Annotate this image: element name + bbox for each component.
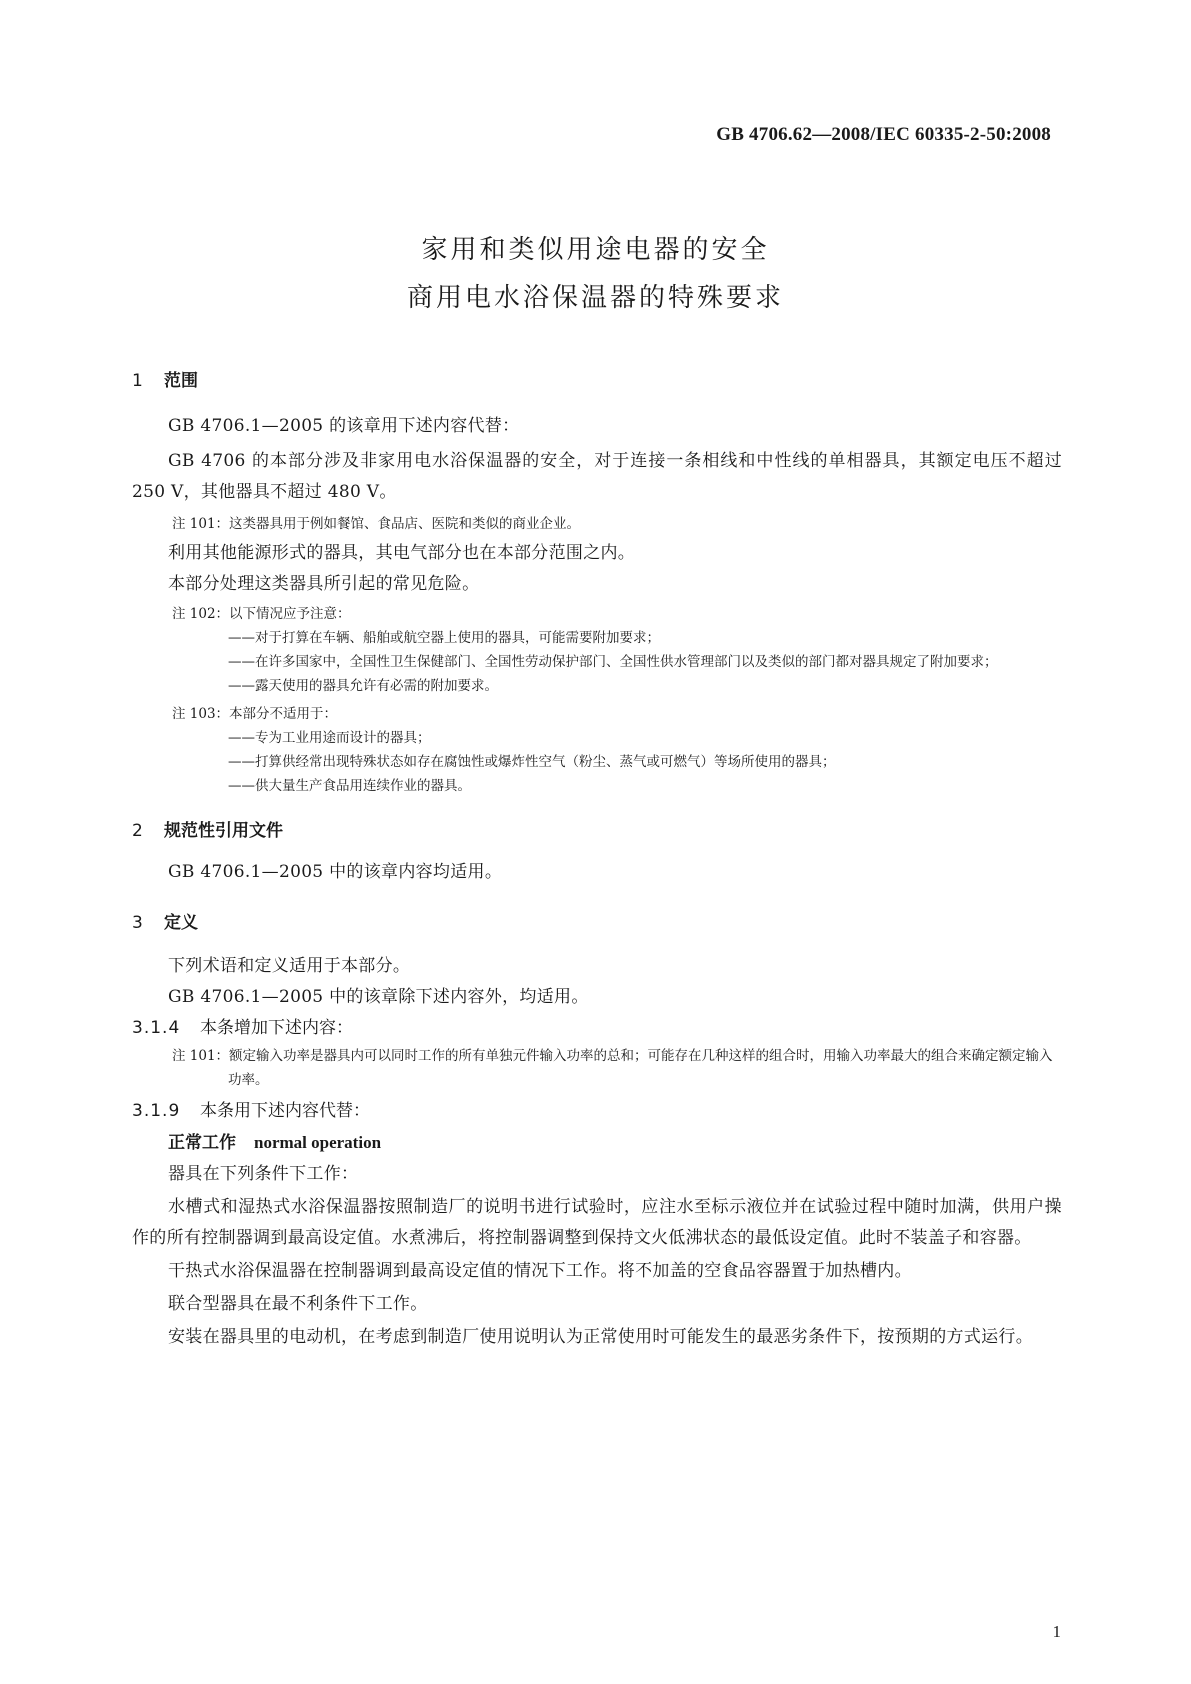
section-title: 范围 — [164, 371, 198, 391]
note-101: 注 101：这类器具用于例如餐馆、食品店、医院和类似的商业企业。 — [172, 516, 581, 532]
standard-number: GB 4706.62—2008/IEC 60335-2-50:2008 — [716, 124, 1051, 145]
section-number: 1 — [132, 371, 143, 391]
paragraph: 干热式水浴保温器在控制器调到最高设定值的情况下工作。将不加盖的空食品容器置于加热槽内。 — [168, 1261, 912, 1281]
clause-text: 本条增加下述内容： — [200, 1018, 353, 1038]
list-item: ——露天使用的器具允许有必需的附加要求。 — [228, 678, 498, 694]
paragraph: GB 4706.1—2005 的该章用下述内容代替： — [168, 416, 520, 436]
section-title: 定义 — [164, 913, 198, 933]
clause-3-1-4 — [132, 1013, 1062, 1044]
term-definition — [132, 1127, 1062, 1159]
document-body — [132, 366, 1062, 1353]
list-item: ——在许多国家中，全国性卫生保健部门、全国性劳动保护部门、全国性供水管理部门以及类似的部门都对器具规定了附加要求； — [228, 654, 998, 670]
list-item: ——专为工业用途而设计的器具； — [228, 730, 431, 746]
term-zh: 正常工作 — [168, 1133, 236, 1153]
note-101-power: 注 101：额定输入功率是器具内可以同时工作的所有单独元件输入功率的总和；可能存在几种这样的组合时，用输入功率最大的组合来确定额定输入功率。 — [172, 1048, 1053, 1088]
list-item: ——打算供经常出现特殊状态如存在腐蚀性或爆炸性空气（粉尘、蒸气或可燃气）等场所使用的器具； — [228, 754, 836, 770]
paragraph: GB 4706 的本部分涉及非家用电水浴保温器的安全，对于连接一条相线和中性线的单相器具，其额定电压不超过 250 V，其他器具不超过 480 V。 — [132, 451, 1062, 502]
section-3-heading — [132, 908, 1062, 933]
paragraph: 水槽式和湿热式水浴保温器按照制造厂的说明书进行试验时，应注水至标示液位并在试验过程中随时加满，供用户操作的所有控制器调到最高设定值。水煮沸后，将控制器调整到保持文火低沸状态的最低设定值。此时不装盖子和容器。 — [132, 1197, 1062, 1248]
note-103-intro: 注 103：本部分不适用于： — [172, 706, 338, 722]
paragraph: 器具在下列条件下工作： — [168, 1164, 359, 1184]
list-item: ——对于打算在车辆、船舶或航空器上使用的器具，可能需要附加要求； — [228, 630, 660, 646]
section-number: 3 — [132, 913, 143, 933]
section-title: 规范性引用文件 — [164, 821, 283, 841]
paragraph: 联合型器具在最不利条件下工作。 — [168, 1294, 428, 1314]
clause-text: 本条用下述内容代替： — [200, 1101, 370, 1121]
term-en: normal operation — [254, 1133, 382, 1152]
title-line-1: 家用和类似用途电器的安全 — [421, 235, 770, 265]
paragraph: 安装在器具里的电动机，在考虑到制造厂使用说明认为正常使用时可能发生的最恶劣条件下，按预期的方式运行。 — [168, 1327, 1033, 1347]
document-title — [0, 226, 1191, 322]
paragraph: GB 4706.1—2005 中的该章除下述内容外，均适用。 — [168, 987, 589, 1007]
section-number: 2 — [132, 821, 143, 841]
note-102-intro: 注 102：以下情况应予注意： — [172, 606, 351, 622]
section-1-heading — [132, 366, 1062, 391]
clause-number: 3.1.9 — [132, 1101, 181, 1121]
list-item: ——供大量生产食品用连续作业的器具。 — [228, 778, 471, 794]
paragraph: 下列术语和定义适用于本部分。 — [168, 956, 411, 976]
clause-3-1-9 — [132, 1096, 1062, 1127]
clause-number: 3.1.4 — [132, 1018, 181, 1038]
paragraph: GB 4706.1—2005 中的该章内容均适用。 — [168, 862, 503, 882]
paragraph: 利用其他能源形式的器具，其电气部分也在本部分范围之内。 — [168, 543, 636, 563]
paragraph: 本部分处理这类器具所引起的常见危险。 — [168, 574, 480, 594]
title-line-2: 商用电水浴保温器的特殊要求 — [406, 283, 784, 313]
section-2-heading — [132, 816, 1062, 841]
page-number: 1 — [1052, 1622, 1061, 1641]
